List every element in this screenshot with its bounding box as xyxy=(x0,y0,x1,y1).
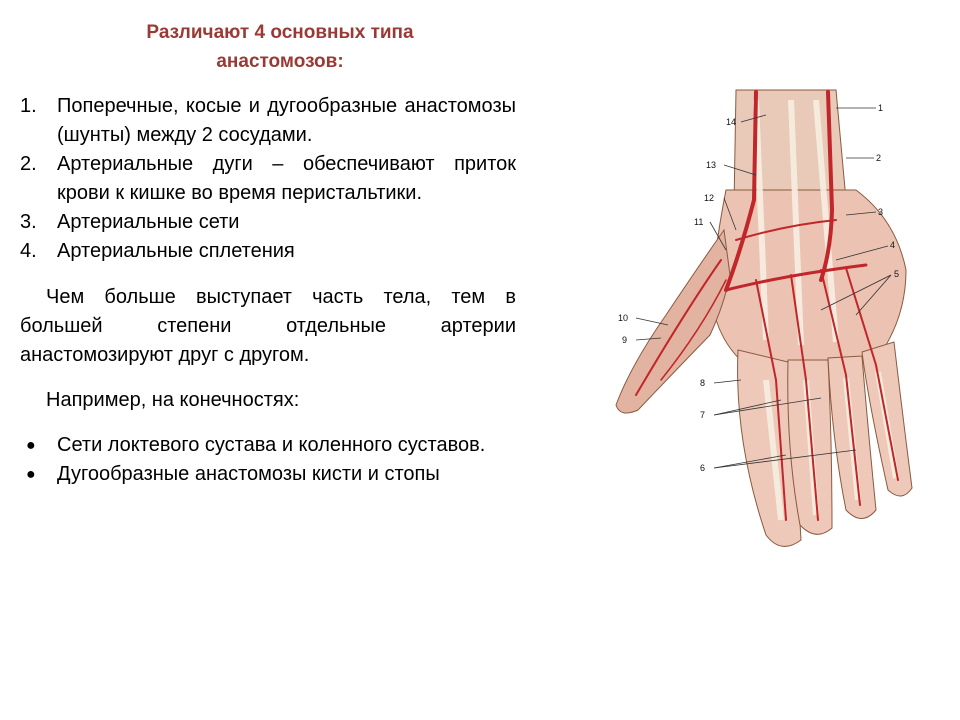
bullet-icon: ● xyxy=(26,437,36,454)
label-11: 11 xyxy=(694,217,704,227)
label-6: 6 xyxy=(700,463,706,473)
hand-arteries-illustration xyxy=(606,80,926,560)
item-text: Артериальные сети xyxy=(57,211,240,233)
label-2: 2 xyxy=(876,153,882,163)
numbered-item xyxy=(20,208,516,237)
paragraph-example: Например, на конечностях: xyxy=(46,389,300,411)
bullet-list xyxy=(20,431,516,489)
bullet-text: Дугообразные анастомозы кисти и стопы xyxy=(57,463,440,485)
thumb-shape xyxy=(616,230,730,413)
label-5: 5 xyxy=(894,269,900,279)
item-number: 2. xyxy=(20,153,37,175)
label-12: 12 xyxy=(704,193,715,203)
bullet-item xyxy=(20,431,516,460)
palm-shape xyxy=(711,190,906,365)
label-8: 8 xyxy=(700,378,706,388)
bullet-item xyxy=(20,460,516,489)
bullet-text: Сети локтевого сустава и коленного суставов. xyxy=(57,434,486,456)
slide-title xyxy=(60,18,500,76)
item-text: Поперечные, косые и дугообразные анастомозы (шунты) между 2 сосудами. xyxy=(57,95,516,146)
item-text: Артериальные сплетения xyxy=(57,240,295,262)
label-7: 7 xyxy=(700,410,706,420)
item-number: 1. xyxy=(20,95,37,117)
item-text: Артериальные дуги – обеспечивают приток крови к кишке во время перистальтики. xyxy=(57,153,516,204)
title-line-1: Различают 4 основных типа xyxy=(146,22,414,43)
item-number: 4. xyxy=(20,240,37,262)
item-number: 3. xyxy=(20,211,37,233)
title-line-2: анастомозов: xyxy=(216,51,344,72)
paragraph-anastomose: Чем больше выступает часть тела, тем в большей степени отдельные артерии анастомозируют друг с другом. xyxy=(20,286,516,366)
label-3: 3 xyxy=(878,207,884,217)
label-13: 13 xyxy=(706,160,717,170)
text-column xyxy=(20,92,516,489)
label-1: 1 xyxy=(878,103,884,113)
label-9: 9 xyxy=(622,335,628,345)
bullet-icon: ● xyxy=(26,466,36,483)
numbered-item xyxy=(20,150,516,208)
numbered-item xyxy=(20,237,516,266)
label-14: 14 xyxy=(726,117,737,127)
numbered-item xyxy=(20,92,516,150)
label-10: 10 xyxy=(618,313,629,323)
label-4: 4 xyxy=(890,240,896,250)
